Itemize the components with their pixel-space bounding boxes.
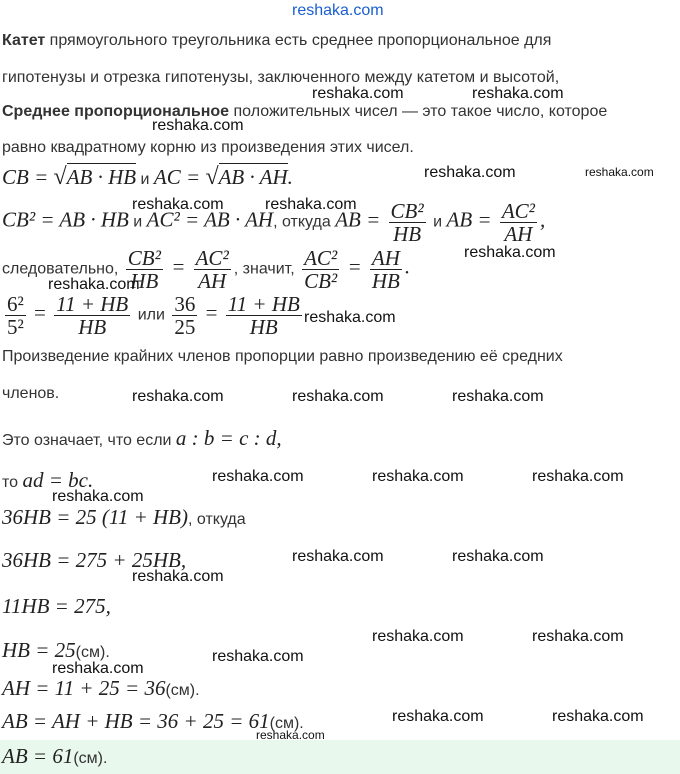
result-math: AB = 61 — [2, 744, 74, 768]
fraction-numerator: 6² — [7, 292, 24, 316]
and-text: и — [136, 171, 154, 188]
fraction-numerator: 36 — [174, 292, 196, 316]
result — [2, 744, 107, 769]
fraction-denominator: HB — [393, 222, 422, 246]
step-4-math: HB = 25 — [2, 638, 76, 662]
fraction-denominator: 5² — [7, 315, 24, 339]
step-5-math: AH = 11 + 25 = 36 — [2, 676, 166, 700]
watermark: reshaka.com — [585, 165, 654, 179]
watermark: reshaka.com — [392, 708, 484, 725]
equals: = — [28, 300, 52, 325]
means-text: Это означает, что если — [2, 432, 176, 449]
term-mean-proportional: Среднее пропорциональное — [2, 103, 230, 120]
fraction-ac2-ah — [500, 200, 537, 245]
watermark: reshaka.com — [304, 309, 396, 326]
formula-ab: AB = — [446, 207, 497, 232]
watermark: reshaka.com — [552, 708, 644, 725]
formula-ac-squared: AC² = AB · AH — [146, 207, 274, 232]
fraction-numerator: AH — [371, 246, 400, 270]
sqrt-sign-icon: √ — [53, 164, 67, 190]
step-3 — [2, 594, 111, 619]
term-catheter: Катет — [2, 32, 46, 49]
watermark: reshaka.com — [132, 568, 224, 585]
formula-numeric-proportion — [2, 293, 305, 338]
fraction-numerator: AC² — [304, 246, 338, 270]
fraction-11hb-hb — [54, 293, 130, 338]
comma: , — [539, 207, 546, 232]
fraction-denominator: AH — [198, 269, 227, 293]
formula-ac: AC = — [153, 165, 206, 189]
watermark-top: reshaka.com — [292, 2, 384, 19]
watermark: reshaka.com — [372, 468, 464, 485]
watermark: reshaka.com — [464, 244, 556, 261]
formula-ab: AB = — [335, 207, 386, 232]
definition-catheter-line2: гипотенузы и отрезка гипотенузы, заключенного между катетом и высотой, — [2, 69, 560, 86]
proportion-property: Произведение крайних членов пропорции равно произведению её средних — [2, 348, 563, 365]
dot: . — [404, 254, 411, 279]
watermark: reshaka.com — [212, 648, 304, 665]
watermark: reshaka.com — [52, 660, 144, 677]
to-text: то — [2, 474, 23, 491]
watermark: reshaka.com — [452, 388, 544, 405]
step-6-math: AB = AH + HB = 36 + 25 = 61 — [2, 709, 270, 733]
sqrt-ab-hb — [54, 164, 137, 191]
step-1-suffix: , откуда — [188, 511, 246, 528]
watermark: reshaka.com — [152, 117, 244, 134]
fraction-numerator: 11 + HB — [227, 292, 300, 316]
fraction-denominator: HB — [371, 269, 400, 293]
step-5 — [2, 676, 200, 701]
unit-cm: (см). — [165, 682, 200, 699]
sqrt-ab-ah-body: AB · AH — [218, 165, 288, 189]
sqrt-ab-hb-body: AB · HB — [66, 165, 137, 189]
formula-sqrt — [2, 164, 293, 191]
formula-cb: CB = — [2, 165, 54, 189]
fraction-6sq-5sq — [5, 293, 26, 338]
watermark: reshaka.com — [312, 85, 404, 102]
definition-catheter — [2, 32, 551, 50]
definition-mean-text: положительных чисел — это такое число, которое — [229, 103, 608, 120]
otkuda-text: , откуда — [273, 213, 336, 231]
and-text: и — [128, 213, 147, 231]
ili-text: или — [133, 306, 170, 324]
dot: . — [88, 468, 94, 492]
sqrt-sign-icon: √ — [205, 164, 219, 190]
means-math: a : b = c : d — [175, 426, 277, 450]
watermark: reshaka.com — [132, 388, 224, 405]
watermark: reshaka.com — [472, 85, 564, 102]
dot: . — [287, 165, 293, 189]
watermark: reshaka.com — [52, 488, 144, 505]
fraction-11hb-hb-2 — [226, 293, 302, 338]
watermark: reshaka.com — [212, 468, 304, 485]
fraction-36-25 — [172, 293, 197, 338]
fraction-ah-hb — [370, 247, 402, 292]
sledovatelno-text: следовательно, — [2, 260, 123, 278]
unit-cm: (см). — [73, 750, 108, 767]
definition-mean-proportional — [2, 103, 607, 121]
fraction-numerator: 11 + HB — [56, 292, 129, 316]
fraction-denominator: CB² — [304, 269, 338, 293]
fraction-numerator: AC² — [501, 199, 535, 223]
means-statement — [2, 426, 282, 451]
fraction-denominator: HB — [249, 315, 278, 339]
unit-cm: (см). — [269, 715, 304, 732]
step-1-math: 36HB = 25 (11 + HB) — [2, 505, 189, 529]
watermark: reshaka.com — [452, 548, 544, 565]
formula-cb-squared: CB² = AB · HB — [2, 207, 129, 232]
znachit-text: , значит, — [233, 260, 300, 278]
fraction-ac2-ah — [194, 247, 231, 292]
equals: = — [200, 300, 223, 325]
watermark: reshaka.com — [256, 728, 325, 742]
fraction-cb2-hb — [389, 200, 426, 245]
fraction-denominator: 25 — [174, 315, 196, 339]
sqrt-ab-ah — [205, 164, 287, 191]
fraction-denominator: HB — [78, 315, 107, 339]
fraction-numerator: CB² — [390, 199, 424, 223]
watermark: reshaka.com — [424, 164, 516, 181]
comma: , — [105, 594, 111, 618]
watermark: reshaka.com — [372, 628, 464, 645]
equals: = — [165, 254, 191, 279]
and-text: и — [428, 213, 447, 231]
fraction-ac2-cb2 — [302, 247, 339, 292]
comma: , — [180, 548, 187, 572]
watermark: reshaka.com — [132, 196, 224, 213]
fraction-numerator: CB² — [127, 246, 161, 270]
watermark: reshaka.com — [532, 628, 624, 645]
fraction-denominator: AH — [504, 222, 533, 246]
watermark: reshaka.com — [292, 388, 384, 405]
comma: , — [276, 426, 282, 450]
watermark: reshaka.com — [292, 548, 384, 565]
watermark: reshaka.com — [532, 468, 624, 485]
fraction-denominator: HB — [130, 269, 159, 293]
step-3-math: 11HB = 275 — [2, 594, 106, 618]
unit-cm: (см). — [75, 644, 110, 661]
to-math: ad = bc — [22, 468, 88, 492]
watermark: reshaka.com — [48, 276, 140, 293]
equals: = — [342, 254, 367, 279]
fraction-numerator: AC² — [195, 246, 229, 270]
watermark: reshaka.com — [265, 196, 357, 213]
definition-catheter-text: прямоугольного треугольника есть среднее пропорциональное для — [45, 32, 552, 49]
step-1 — [2, 505, 246, 530]
proportion-property-line2: членов. — [2, 385, 60, 402]
step-2-math: 36HB = 275 + 25HB — [2, 548, 181, 572]
definition-mean-line2: равно квадратному корню из произведения этих чисел. — [2, 139, 414, 156]
